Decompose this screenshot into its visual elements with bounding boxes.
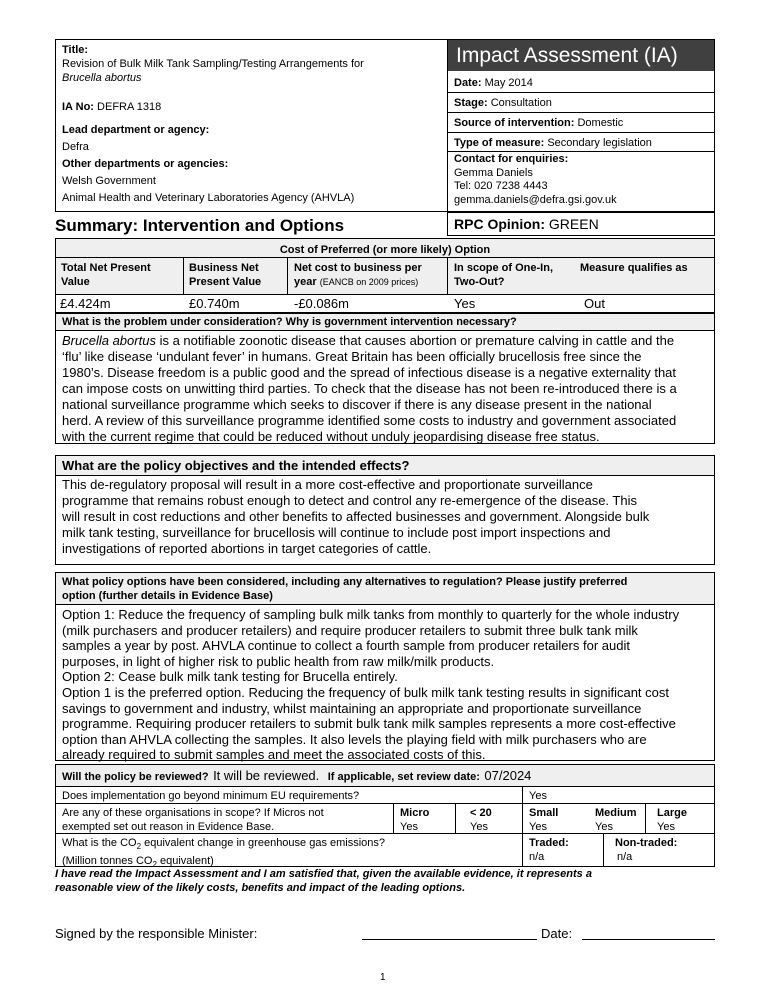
- ghg-traded: Traded: n/a: [529, 837, 569, 863]
- options-question: What policy options have been considered, including any alternatives to regulation? Please justify preferred option (further details in Evidence Base): [62, 576, 628, 602]
- org-large: Large Yes: [657, 807, 687, 833]
- departments: [62, 122, 442, 207]
- org-small: Small Yes: [529, 807, 559, 833]
- bottom-col-sep-3: [522, 786, 523, 867]
- col-total-npv: Total Net Present Value: [61, 262, 151, 288]
- source-row: Source of intervention: Domestic: [454, 117, 624, 129]
- header-rule-4: [447, 151, 715, 152]
- rpc-opinion: RPC Opinion: GREEN: [454, 216, 599, 232]
- impact-assessment-banner: Impact Assessment (IA): [448, 40, 714, 71]
- contact-tel: Tel: 020 7238 4443: [454, 180, 548, 192]
- value-in-scope: Yes: [454, 296, 476, 311]
- value-business-npv: £0.740m: [189, 296, 240, 311]
- summary-heading: Summary: Intervention and Options: [55, 216, 345, 235]
- bottom-col-sep-2: [455, 803, 456, 833]
- value-measure: Out: [584, 296, 605, 311]
- value-total-npv: £4.424m: [60, 296, 111, 311]
- col-measure-qualifies: Measure qualifies as: [580, 262, 688, 274]
- options-rule: [55, 604, 715, 605]
- other-dept-1: Welsh Government: [62, 175, 156, 187]
- ghg-question: What is the $CO_2$ equivalent change in greenhouse gas emissions? (Million tonnes $CO_2$ equivalent): [62, 837, 386, 870]
- header-rule-1: [447, 92, 715, 93]
- review-rule-1: [55, 786, 715, 787]
- ghg-nontraded: Non-traded: n/a: [615, 837, 678, 863]
- review-rule-2: [55, 803, 715, 804]
- measure-row: Type of measure: Secondary legislation: [454, 137, 652, 149]
- date-line[interactable]: [582, 939, 715, 940]
- objectives-text: This de-regulatory proposal will result in a more cost-effective and proportionate surveillance programme that remains robust enough to detect and control any re-emergence of the disease. This will result in cost reductions and other benefits to affected businesses and government. Alongside bulk milk tank testing, surveillance for brucellosis will continue to include post import inspections and investigations of reported abortions in target categories of cattle.: [62, 477, 650, 556]
- review-rule-3: [55, 833, 715, 834]
- org-under-20: < 20 Yes: [470, 807, 492, 833]
- contact-label: Contact for enquiries:: [454, 153, 569, 165]
- bottom-col-sep-4: [645, 803, 646, 833]
- declaration: I have read the Impact Assessment and I am satisfied that, given the available evidence, it represents a reasonable view of the likely costs, benefits and impact of the leading options.: [55, 868, 592, 894]
- col-one-in-two-out: In scope of One-In, Two-Out?: [454, 262, 554, 288]
- date-row: Date: May 2014: [454, 77, 533, 89]
- orgs-question: Are any of these organisations in scope? If Micros not exempted set out reason in Evidence Base.: [62, 807, 324, 833]
- contact-name: Gemma Daniels: [454, 166, 533, 179]
- other-dept-2: Animal Health and Veterinary Laboratories Agency (AHVLA): [62, 192, 355, 204]
- cost-values-row: [56, 295, 714, 312]
- page-number: 1: [380, 972, 386, 983]
- contact-block: [454, 153, 617, 207]
- org-micro: Micro Yes: [400, 807, 430, 833]
- title-line2: Brucella abortus: [62, 72, 142, 84]
- options-text: Option 1: Reduce the frequency of sampling bulk milk tanks from monthly to quarterly for the whole industry (milk purchasers and producer retailers) and require producer retailers to submit three bulk tank milk samples a year by post. AHVLA continue to collect a fourth sample from producer retailers for audit purposes, in light of higher risk to public health from raw milk/milk products. Option 2: Cease bulk milk tank testing for Brucella entirely. Option 1 is the preferred option. Reducing the frequency of bulk milk tank testing results in significant cost savings to government and industry, whilst maintaining an appropriate and proportionate surveillance programme. Requiring producer retailers to submit bulk tank milk samples represents a more cost-effective option than AHVLA collecting the samples. It also levels the playing field with milk purchasers who are already required to submit samples and meet the associated costs of this.: [62, 607, 680, 763]
- date-label: Date:: [541, 926, 573, 941]
- contact-email[interactable]: gemma.daniels@defra.gsi.gov.uk: [454, 193, 617, 206]
- stage-row: Stage: Consultation: [454, 97, 552, 109]
- col-business-npv: Business Net Present Value: [189, 262, 262, 288]
- title-label: Title:: [62, 44, 89, 56]
- header-rule-3: [447, 132, 715, 133]
- other-depts-label: Other departments or agencies:: [62, 158, 229, 170]
- cost-table-title: Cost of Preferred (or more likely) Option: [279, 244, 491, 256]
- title-line1: Revision of Bulk Milk Tank Sampling/Testing Arrangements for: [62, 58, 364, 70]
- signature-line[interactable]: [362, 939, 537, 940]
- signed-label: Signed by the responsible Minister:: [55, 926, 258, 941]
- cost-table-rule: [55, 257, 715, 258]
- bottom-col-sep-5: [603, 833, 604, 867]
- col-net-cost: Net cost to business per year (EANCB on 2009 prices): [294, 262, 422, 288]
- lead-dept: Defra: [62, 141, 89, 153]
- org-medium: Medium Yes: [595, 807, 637, 833]
- problem-text: Brucella abortus is a notifiable zoonotic disease that causes abortion or premature calving in cattle and the ‘flu’ like disease ‘undulant fever’ in humans. Great Britain has been officially brucellosis free since the 1980’s. Disease freedom is a public good and the spread of infectious disease is a negative externality that can impose costs on unwitting third parties. To check that the disease has not been re-introduced there is a national surveillance programme which seeks to discover if there is any disease present in the national herd. A review of this surveillance programme identified some costs to industry and government associated with the current regime that could be reduced without unduly jeopardising disease free status.: [62, 333, 677, 444]
- problem-rule: [55, 330, 715, 331]
- lead-dept-label: Lead department or agency:: [62, 124, 210, 136]
- eu-question: Does implementation go beyond minimum EU requirements?: [62, 790, 360, 802]
- eu-answer: Yes: [529, 790, 547, 802]
- bottom-col-sep-1: [393, 803, 394, 833]
- objectives-rule: [55, 475, 715, 476]
- ia-number: IA No: DEFRA 1318: [62, 101, 162, 113]
- problem-question: What is the problem under consideration? Why is government intervention necessary?: [62, 316, 517, 328]
- value-net-cost: -£0.086m: [294, 296, 349, 311]
- review-row: Will the policy be reviewed? It will be reviewed. If applicable, set review date: 07/2024: [62, 768, 532, 783]
- objectives-question: What are the policy objectives and the intended effects?: [62, 458, 410, 473]
- title-block: [62, 43, 442, 85]
- header-rule-2: [447, 112, 715, 113]
